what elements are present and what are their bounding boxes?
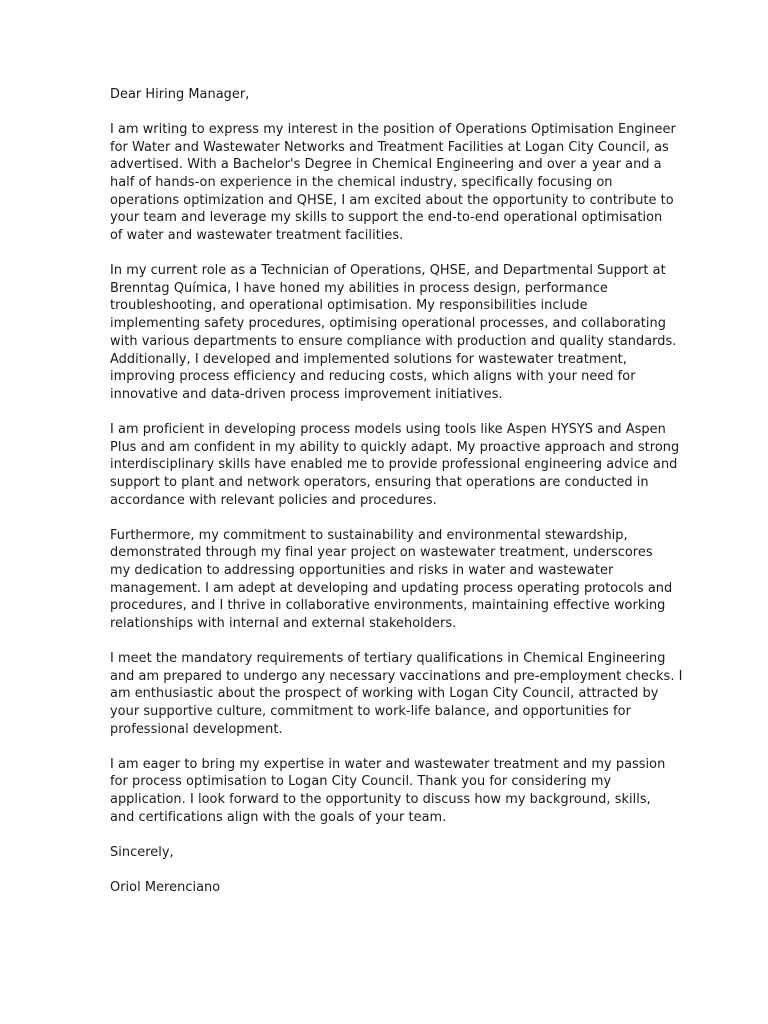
paragraph-requirements	[110, 650, 683, 739]
paragraph-conclusion	[110, 756, 670, 827]
paragraph-line: improving process efficiency and reducing costs, which aligns with your need for	[110, 369, 636, 385]
paragraph-line: and am prepared to undergo any necessary vaccinations and pre-employment checks. I	[110, 668, 683, 684]
paragraph-line: I am writing to express my interest in the position of Operations Optimisation Engineer	[110, 121, 676, 137]
paragraph-line: I am proficient in developing process models using tools like Aspen HYSYS and Aspen	[110, 421, 666, 437]
paragraph-line: of water and wastewater treatment facilities.	[110, 228, 404, 244]
paragraph-skills	[110, 421, 680, 510]
paragraph-line: In my current role as a Technician of Operations, QHSE, and Departmental Support at	[110, 263, 666, 278]
paragraph-line: demonstrated through my final year project on wastewater treatment, underscores	[110, 545, 653, 561]
paragraph-line: advertised. With a Bachelor's Degree in Chemical Engineering and over a year and a	[110, 157, 662, 173]
paragraph-line: application. I look forward to the opportunity to discuss how my background, skills,	[110, 792, 651, 808]
paragraph-line: procedures, and I thrive in collaborative environments, maintaining effective working	[110, 598, 666, 614]
paragraph-line: Plus and am confident in my ability to quickly adapt. My proactive approach and strong	[110, 439, 680, 455]
paragraph-current-role	[110, 262, 677, 404]
paragraph-line: innovative and data-driven process improvement initiatives.	[110, 386, 503, 402]
signature: Oriol Merenciano	[110, 879, 221, 895]
paragraph-line: management. I am adept at developing and updating process operating protocols and	[110, 580, 673, 596]
paragraph-line: Furthermore, my commitment to sustainability and environmental stewardship,	[110, 527, 628, 543]
paragraph-line: operations optimization and QHSE, I am excited about the opportunity to contribute to	[110, 192, 674, 208]
paragraph-line: support to plant and network operators, ensuring that operations are conducted in	[110, 474, 649, 490]
cover-letter	[110, 86, 683, 896]
paragraph-line: your team and leverage my skills to support the end-to-end operational optimisation	[110, 210, 663, 226]
paragraph-line: half of hands-on experience in the chemical industry, specifically focusing on	[110, 175, 613, 190]
paragraph-line: my dedication to addressing opportunities and risks in water and wastewater	[110, 562, 614, 578]
paragraph-sustainability	[110, 527, 673, 633]
paragraph-line: for process optimisation to Logan City Council. Thank you for considering my	[110, 774, 612, 790]
paragraph-line: am enthusiastic about the prospect of working with Logan City Council, attracted by	[110, 686, 659, 702]
paragraph-line: your supportive culture, commitment to work-life balance, and opportunities for	[110, 704, 631, 720]
paragraph-line: I meet the mandatory requirements of tertiary qualifications in Chemical Engineering	[110, 650, 666, 666]
paragraph-line: and certifications align with the goals of your team.	[110, 809, 447, 825]
paragraph-line: implementing safety procedures, optimising operational processes, and collaborating	[110, 316, 666, 332]
paragraph-line: professional development.	[110, 721, 283, 737]
paragraph-intro	[110, 121, 676, 245]
paragraph-line: Brenntag Química, I have honed my abilities in process design, performance	[110, 280, 608, 296]
paragraph-line: Additionally, I developed and implemented solutions for wastewater treatment,	[110, 351, 627, 367]
paragraph-line: with various departments to ensure compliance with production and quality standards.	[110, 333, 677, 349]
paragraph-line: I am eager to bring my expertise in water and wastewater treatment and my passion	[110, 756, 666, 772]
paragraph-line: troubleshooting, and operational optimisation. My responsibilities include	[110, 298, 588, 314]
closing: Sincerely,	[110, 844, 174, 860]
paragraph-line: accordance with relevant policies and procedures.	[110, 492, 437, 508]
paragraph-line: for Water and Wastewater Networks and Treatment Facilities at Logan City Council, as	[110, 139, 669, 155]
paragraph-line: interdisciplinary skills have enabled me to provide professional engineering advice and	[110, 457, 678, 473]
greeting: Dear Hiring Manager,	[110, 87, 250, 102]
paragraph-line: relationships with internal and external stakeholders.	[110, 616, 457, 632]
